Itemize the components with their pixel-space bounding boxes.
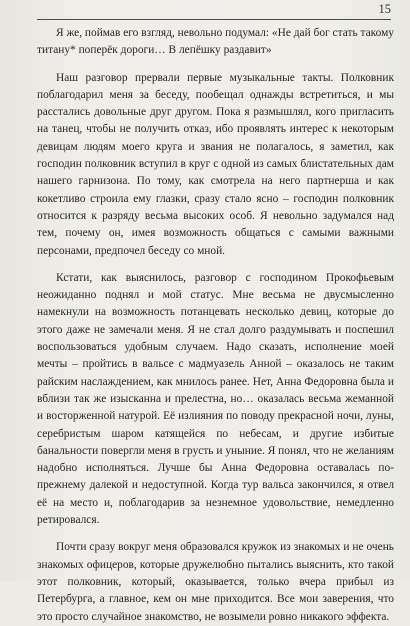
paragraph: Кстати, как выяснилось, разговор с господином Прокофьевым неожиданно поднял и мой статус. Мне весьма не двусмысленно намекнули на возможность потанцевать несколько девиц, которые до этого даже не замечали меня. Я не стал долго раздумывать и поспешил воспользоваться удобным случаем. Надо сказать, исполнение моей мечты – пройтись в вальсе с мадмуазель Анной – оказалось не таким райским наслаждением, как мнилось ранее. Нет, Анна Федоровна была и вблизи так же изысканна и прелестна, но… оказалась весьма жеманной и восторженной натурой. Её излияния по поводу прекрасной ночи, луны, серебристым шаром катящейся по небесам, и другие избитые банальности повергли меня в грусть и уныние. Я понял, что не желаниям надобно исполняться. Лучше бы Анна Федоровна оставалась по-прежнему далекой и недоступной. Когда тур вальса закончился, я отвел её на место и, поблагодарив за незнемное удовольствие, немедленно ретировался.: [37, 271, 394, 527]
header-rule: [37, 19, 391, 20]
paragraph-spacer: [37, 60, 394, 70]
page-body: [37, 25, 394, 626]
paragraph-spacer: [37, 260, 394, 270]
paragraph: Почти сразу вокруг меня образовался кружок из знакомых и не очень знакомых офицеров, которые дружелюбно пытались выяснить, кто такой этот полковник, который, оказывается, только вчера прибыл из Петербурга, а главное, кем он мне приходится. Все мои заверения, что это просто случайное знакомство, не возымели ровно никакого эффекта.: [37, 541, 394, 623]
paragraph: Наш разговор прервали первые музыкальные такты. Полковник поблагодарил меня за беседу, пообещал однажды встретиться, и мы расстались довольные друг другом. Пока я размышлял, кого пригласить на танец, чтобы не получить отказ, ибо проявлять интерес к некоторым девицам людям моего круга и звания не полагалось, я заметил, как господин полковник вступил в круг с одной из самых блистательных дам нашего гарнизона. По тому, как смотрела на него партнерша и как кокетливо строила ему глазки, сразу стало ясно – господин полковник относится к разряду весьма высоких особ. Я невольно задумался над тем, почему он, имея возможность общаться с самыми важными персонами, предпочел беседу со мной.: [37, 71, 394, 257]
page-number: 15: [378, 2, 391, 16]
paragraph: Я же, поймав его взгляд, невольно подумал: «Не дай бог стать такому титану* поперёк дороги… В лепёшку раздавит»: [37, 27, 394, 57]
paragraph-spacer: [37, 529, 394, 539]
